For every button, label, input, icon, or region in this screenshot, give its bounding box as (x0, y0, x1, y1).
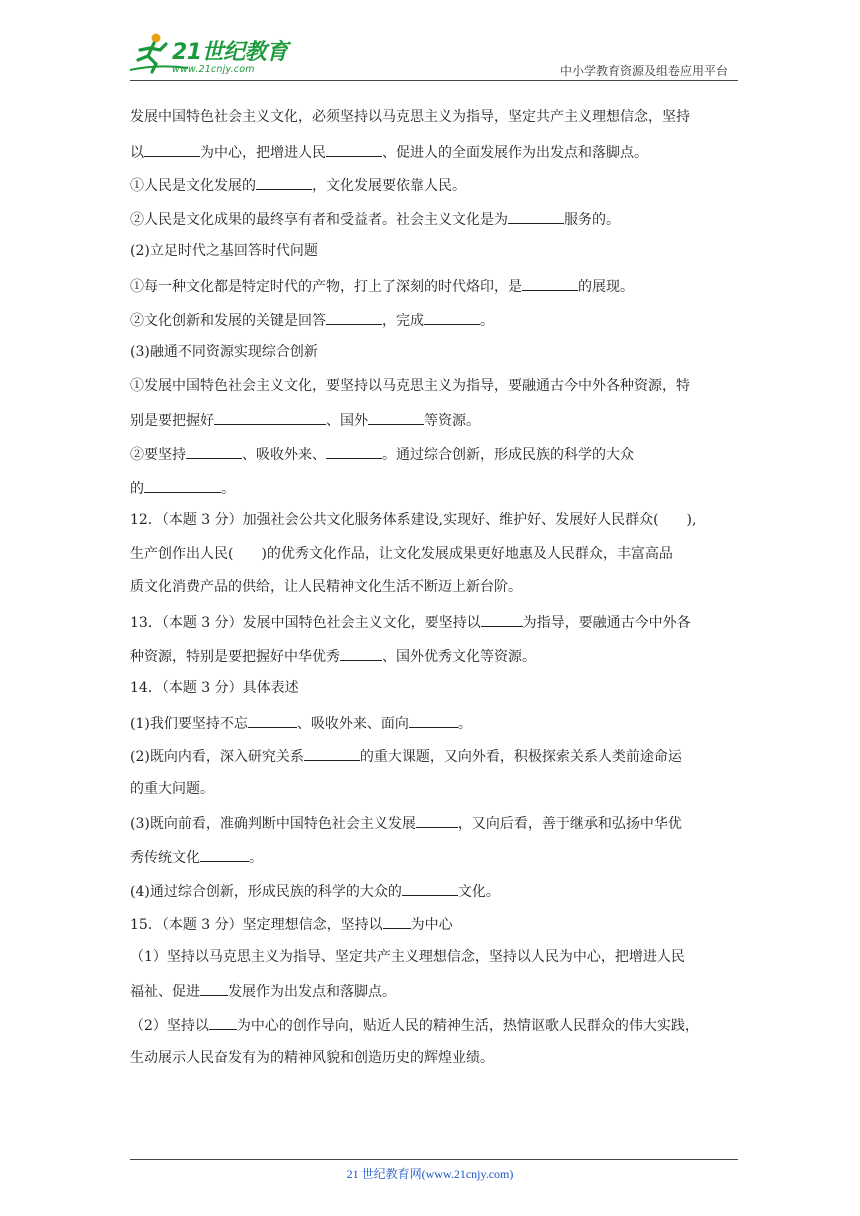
text-segment: 、吸收外来、面向 (296, 715, 409, 732)
text-segment: 为中心 (410, 917, 453, 934)
platform-tagline: 中小学教育资源及组卷应用平台 (559, 64, 728, 78)
text-segment: 为中心，把增进人民 (200, 144, 326, 161)
text-line (130, 477, 742, 497)
page-header (0, 0, 860, 82)
text-segment: ②文化创新和发展的关键是回答 (130, 312, 326, 329)
fill-blank (209, 1014, 237, 1030)
fill-blank (340, 645, 382, 661)
text-segment: 、吸收外来、 (242, 446, 326, 463)
fill-blank (326, 443, 382, 459)
text-line (130, 376, 742, 396)
text-segment: 福祉、促进 (130, 984, 200, 1001)
fill-blank (326, 309, 382, 325)
fill-blank (481, 611, 523, 627)
text-segment: 。 (457, 715, 472, 732)
header-divider (130, 80, 738, 81)
text-line (130, 208, 742, 228)
text-segment: 14．（本题 3 分）具体表述 (130, 680, 299, 697)
text-line (130, 241, 742, 261)
fill-blank (144, 141, 200, 157)
text-segment: ①发展中国特色社会主义文化，要坚持以马克思主义为指导，要融通古今中外各种资源，特 (130, 377, 690, 394)
text-line (130, 812, 742, 832)
text-segment: 服务的。 (564, 211, 620, 228)
text-segment: ，又向后看，善于继承和弘扬中华优 (457, 816, 682, 833)
text-segment: 15．（本题 3 分）坚定理想信念，坚持以 (130, 917, 383, 934)
text-segment: 。 (221, 480, 235, 497)
text-line (130, 1014, 742, 1034)
text-line (130, 544, 742, 564)
text-line (130, 409, 742, 429)
text-segment: (3)既向前看，准确判断中国特色社会主义发展 (130, 816, 416, 833)
fill-blank (409, 712, 458, 728)
document-body (130, 107, 742, 1081)
text-line (130, 846, 742, 866)
text-segment: (1)我们要坚持不忘 (130, 715, 248, 732)
text-line (130, 309, 742, 329)
text-line (130, 980, 742, 1000)
text-segment: 的重大问题。 (130, 780, 214, 797)
text-line (130, 913, 742, 933)
text-line (130, 645, 742, 665)
fill-blank (326, 141, 382, 157)
fill-blank (416, 812, 458, 828)
text-line (130, 947, 742, 967)
text-line (130, 174, 742, 194)
text-segment: 发展中国特色社会主义文化，必须坚持以马克思主义为指导，坚定共产主义理想信念，坚持 (130, 109, 690, 125)
text-line (130, 141, 742, 161)
text-line (130, 779, 742, 799)
text-segment: 12．（本题 3 分）加强社会公共文化服务体系建设,实现好、维护好、发展好人民群众( ), (130, 512, 697, 529)
logo-url: www.21cnjy.com (172, 64, 255, 75)
fill-blank (402, 880, 458, 896)
text-segment: (4)通过综合创新，形成民族的科学的大众的 (130, 883, 402, 900)
text-segment: 以 (130, 144, 144, 161)
text-line (130, 611, 742, 631)
text-segment: ，文化发展要依靠人民。 (312, 178, 466, 195)
text-segment: 的展现。 (578, 278, 634, 295)
text-line (130, 510, 742, 530)
text-segment: ，完成 (382, 312, 424, 329)
text-line (130, 880, 742, 900)
fill-blank (200, 980, 228, 996)
text-segment: (2)立足时代之基回答时代问题 (130, 243, 318, 260)
text-line (130, 712, 742, 732)
text-line (130, 443, 742, 463)
fill-blank (508, 208, 564, 224)
text-segment: 生动展示人民奋发有为的精神风貌和创造历史的辉煌业绩。 (130, 1049, 494, 1066)
text-segment: 等资源。 (424, 413, 480, 430)
text-line (130, 577, 742, 597)
text-line (130, 745, 742, 765)
text-segment: ①每一种文化都是特定时代的产物，打上了深刻的时代烙印，是 (130, 278, 522, 295)
footer-text: 21 世纪教育网(www.21cnjy.com) (346, 1167, 514, 1181)
text-segment: 、国外 (326, 413, 368, 430)
text-segment: （1）坚持以马克思主义为指导、坚定共产主义理想信念，坚持以人民为中心，把增进人民 (130, 948, 685, 965)
fill-blank (186, 443, 242, 459)
fill-blank (522, 275, 578, 291)
footer-divider (130, 1159, 738, 1160)
text-line (130, 107, 742, 127)
text-segment: 质文化消费产品的供给，让人民精神文化生活不断迈上新台阶。 (130, 579, 522, 596)
fill-blank (368, 409, 424, 425)
text-segment: 的重大课题，又向外看，积极探索关系人类前途命运 (359, 749, 682, 766)
fill-blank (200, 846, 249, 862)
fill-blank (214, 409, 326, 425)
text-segment: 13．（本题 3 分）发展中国特色社会主义文化，要坚持以 (130, 614, 481, 631)
text-segment: 秀传统文化 (130, 850, 200, 867)
text-segment: (2)既向内看，深入研究关系 (130, 749, 304, 766)
fill-blank (383, 913, 411, 929)
text-line (130, 678, 742, 698)
fill-blank (248, 712, 297, 728)
fill-blank (304, 745, 360, 761)
text-segment: 文化。 (457, 883, 500, 900)
text-line (130, 342, 742, 362)
text-line (130, 1048, 742, 1068)
text-segment: ②要坚持 (130, 446, 186, 463)
text-segment: 发展作为出发点和落脚点。 (228, 984, 396, 1001)
text-segment: 。 (249, 850, 263, 867)
logo-wordmark: 21世纪教育 (172, 40, 288, 65)
fill-blank (424, 309, 480, 325)
text-segment: 、国外优秀文化等资源。 (382, 648, 536, 665)
text-segment: 为中心的创作导向，贴近人民的精神生活，热情讴歌人民群众的伟大实践， (236, 1018, 699, 1035)
fill-blank (256, 174, 312, 190)
text-segment: 。 (480, 312, 494, 329)
text-segment: (3)融通不同资源实现综合创新 (130, 344, 318, 361)
text-segment: 、促进人的全面发展作为出发点和落脚点。 (382, 144, 648, 161)
text-segment: ①人民是文化发展的 (130, 178, 256, 195)
text-segment: 为指导，要融通古今中外各 (522, 614, 691, 631)
text-segment: 生产创作出人民( )的优秀文化作品，让文化发展成果更好地惠及人民群众，丰富高品 (130, 545, 673, 562)
text-segment: （2）坚持以 (130, 1018, 209, 1035)
text-segment: 种资源，特别是要把握好中华优秀 (130, 648, 340, 665)
fill-blank (144, 477, 221, 493)
text-segment: ②人民是文化成果的最终享有者和受益者。社会主义文化是为 (130, 211, 508, 228)
text-segment: 的 (130, 480, 144, 497)
text-segment: 。通过综合创新，形成民族的科学的大众 (382, 446, 634, 463)
text-line (130, 275, 742, 295)
text-segment: 别是要把握好 (130, 413, 214, 430)
